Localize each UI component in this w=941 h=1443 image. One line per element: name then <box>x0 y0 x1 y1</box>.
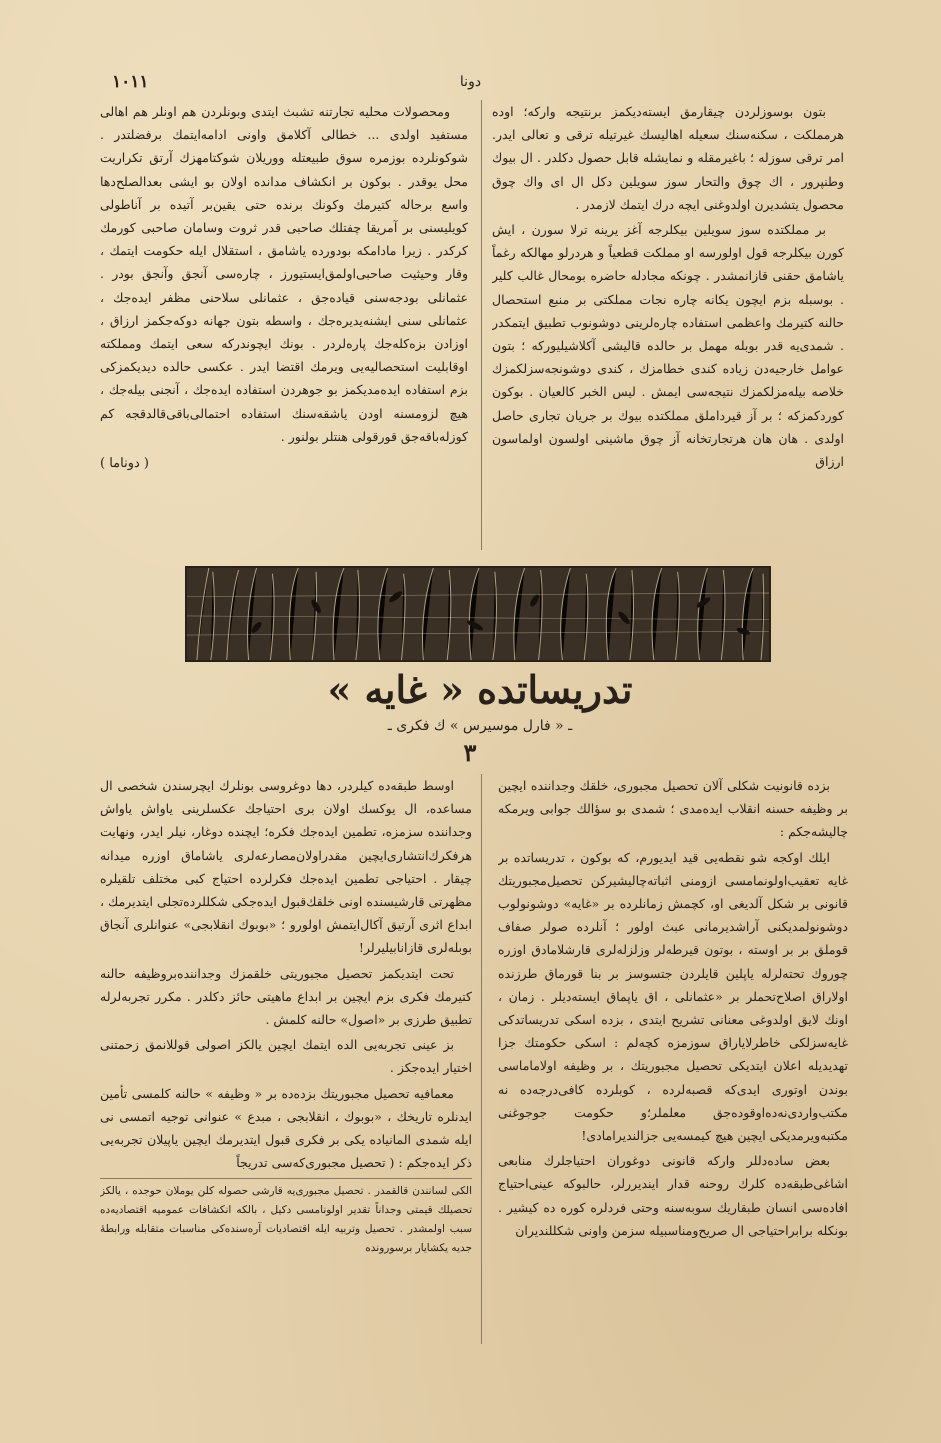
paragraph: بز عینی تجربه‌یی الده ایتمك ایچین یالکز اصولی قوللانمق زحمتنی اختیار ایده‌جکز . <box>100 1037 472 1076</box>
page-header <box>100 68 841 98</box>
article-subtitle: ـ « فارل موسیرس » ك فکری ـ <box>387 718 573 734</box>
top-left-column <box>100 100 468 570</box>
footnote: الکی لسانندن قالقمدر . تحصیل مجبوری‌یه قارشی حصوله کلن یوملان حوجده ، یالکز تحصیلك قیمتی وجداناً تقدیر اولونامسی دکیل ، بالکه انکشافات عمومیه اقتصادیه‌ده سبب اولمشدر . تحصیل وتربیه ایله اقتصادیات آره‌سنده‌کی مناسبات متقابله ورابطهٔ جدیه یکشایار برسورونده <box>100 1178 472 1258</box>
paragraph: بزده قانونیت شکلی آلان تحصیل مجبوری، خلقك وجداننده ایچین بر وظیفه حسنه انقلاب ایده‌مدی ؛ شمدی بو سؤالك جوابی ویرمکه چالیشه‌جکم : <box>498 778 848 840</box>
bottom-left-column <box>100 774 472 1354</box>
page-number: ١٠١١ <box>112 72 149 92</box>
running-head: دونا <box>459 74 482 90</box>
article-title: تدریساتده « غایه » <box>327 667 633 712</box>
reeds-and-birds-illustration <box>187 568 769 660</box>
paragraph: اوسط طبقه‌ده کیلردر، دها دوغروسی بونلرك ایچرسندن شخصی ال مساعده، ال یوکسك اولان بری احتیاجك عکسلرینی یاواش یاواش وجداننده سزمزه، تطمین ایده‌جك فکره؛ ایچنده دوغار، نیلر ایدر، ونهایت هرفکرك‌انتشاری‌ایچین مقدراولان‌مصارعه‌لری یاشاماق اوزره میدانه چیقار . احتیاجی تطمین ایده‌جك فکرلرده احتیاج کبی مختلف تلقیلره مظهرتی قارشیسنده اونی خلقك‌قبول ایده‌جکی شکللرده‌تجلی ایتدیرمك ، ابداع اثری آرتیق آکال‌ایتمش اولورو ؛ «بوبوك انقلابجی» عنوانلری آنجاق بوبله‌لری قازانابیلیرلر! <box>100 778 472 956</box>
part-number: ٣ <box>463 738 477 767</box>
paragraph: بعض ساده‌دللر وارکه قانونی دوغوران احتیاجلرك منابعی اشاغی‌طبقه‌ده کلرك روحنه قدار ایندیررلر، حالبوکه عینی‌احتیاج افاده‌سی انسان طبقاریك سوبه‌سنه وحتی فردلره کوره ده کیشیر . بونکله برابراحتیاجی ال صریح‌ومناسبیله سزمن واونی شکللندیران <box>498 1153 848 1238</box>
paragraph: معمافیه تحصیل مجبوریتك بزده‌ده بر « وظیفه » حالنه کلمسی تأمین ایدنلره تاریخك ، «بوبوك ، انقلابجی ، مبدع » عنوانی توجیه اتمسی نی ایله شمدی المانیاده یکی بر فکری قبول ایتدیرمك ایچین یاپیلان تجربه‌یی ذکر ایده‌جکم : ( تحصیل مجبوری‌که‌سی تدریجاً <box>100 1085 472 1171</box>
signature: ( دوناما ) <box>100 456 150 472</box>
column-divider <box>481 100 482 550</box>
paragraph: تحت ایتدیکمز تحصیل مجبوریتی خلقمزك وجداننده‌بروظیفه حالنه کتیرمك فکری بزم ایچین بر ابداع ماهیتی حائز دکلدر . مکرر تجربه‌لرله تطبیق طرزی بر «اصول» حالنه کلمش . <box>100 965 472 1028</box>
bottom-right-column <box>498 774 848 1354</box>
paragraph: ایلك اوکجه شو نقطه‌یی قید ایدیورم، که بوکون ، تدریساتده بر غایه تعقیب‌اولونمامسی ازومنی اثباته‌چالیشیرکن تحصیل‌مجبوریتك قانونی بر شکل آلدیغی او، کچمش زمانلرده بر «غایه» دوشونولوب دوشونولمدیکنی آراشدیرمانی عبث اولور ؛ آنلرده صولر صفاف قوملق بر بر اوسته ، بوتون قیرطه‌لر وزلزله‌لری قارشلامادق اوزره چوروك تحته‌لرله یاپلین قایلردن جتسوسز بر بنا قورماق طرزنده اولاراق اصلاح‌تحملر بر «عثمانلی ، اق یاپماق ایسته‌دیلر . زمان ، اونك لایق اولدوغی معنانی تشریح ایتدی ، بزده اسکی تدریساتدکی غایه‌سزلکی خاطرلایاراق سوزمزه کچه‌لم : اسکی حکومتك جزا تهدیدیله اعلان ایتدیکی تحصیل مجبوریتك ، بر وظیفه اولاماماسی بوندن اوتوری ایدی‌که قصبه‌لرده ، کوبلرده کافی‌درجه‌ده نه مکتب‌واردی‌نه‌ده‌اوقوده‌جق معلملر؛و حکومت جوجوغنی مکتبه‌ویرمدیکی ایچین هیچ کیمسه‌یی جزالندیرامادی! <box>498 849 848 1144</box>
decorative-banner <box>185 566 771 662</box>
paragraph: بر مملکتده سوز سویلین بیکلرجه آغز یرینه ترلا سورن ، ایش کورن بیکلرجه قول اولورسه او مملکت قطعیاً و هردرلو مهالکه رغماً یاشامق حقنی قازانمشدر . چونکه مجادله حاضره بومحال غالب کلیر . بوسبله بزم ایچون یکانه چاره نجات مملکتی بر منبع استحصال حالنه کتیرمك واعظمی استفاده چاره‌لرینی دوشونوب تطبیق ایتمکدر . شمدی‌یه قدر بوبله مهمل بر حالده قالیشی آکلاشیلیورکه ؛ بتون عوامل خارجیه‌دن زیاده کندی خطامزك ، کندی دوشونجه‌سزلکمزك خلاصه بیله‌مزلکمزك نتیجه‌سی ایمش . لیس الخبر کالعیان . بوکون کوردکمزکه ؛ بر آز قیرداملق مملکتده بیوك بر جریان تجاری حاصل اولدی . هان هان هرتجارتخانه آز چوق ماشینی اولسون اولماسون ارزاق <box>492 222 844 470</box>
paragraph: بتون بوسوزلردن چیقارمق ایسته‌دیکمز برنتیجه وارکه؛ اوده هرمملکت ، سکنه‌سنك سعیله اهالیسك غیرتیله ترقی و تعالی ایدر. امر ترقی سوزله ؛ باغیرمقله و نمایشله قابل حصول دکلدر . ال بیوك وطنپرور ، اك چوق والتحار سوز سویلین دکل ال ای واك چوق محصول یتشدیرن اولدوغنی ایچه درك ایتمك لازمدر . <box>492 104 844 212</box>
top-right-column <box>492 100 844 570</box>
paragraph: ومحصولات محلیه تجارتنه تشبث ایتدی وبونلردن هم اونلر هم اهالی مستفید اولدی ... خطالی آکلامق واونی ادامه‌ایتمك برفضلتدر . شوکونلرده بوزمره سوق طبیعتله ووریلان شوکتامهزك آرتق تکراریت محل یوقدر . بوکون بر انکشاف مدانده اولان بو ایشی بعدالصلح‌دها واسع برحاله کتیرمك وکونك برنده حتی یقین‌بر آتیده بر آناطولی کویلیسنی بر آمریقا چفتلك صاحبی قدر ثروت وسامان صاحبی کورمك کرکدر . زیرا مادامکه بودورده یاشامق ، استقلال ایله حکومت ایتمك ، وقار وحیثیت صاحبی‌اولمق‌ایستیورز ، چاره‌سی آنجق وآنجق بودر . عثمانلی بودجه‌سنی قیاده‌جق ، عثمانلی سلاحنی مظفر ایده‌جك ، عثمانلی سنی ایشنه‌یدیره‌جك ، واسطه بتون جهانه دوکه‌جکمز ارزاق ، اوزادن بزه‌کله‌جك پاره‌لردر . بونك ایچوندرکه سعی ایتمك ومملکته اوقابلیت استحصالیه‌یی ویرمك اقتضا ایدر . عکسی حالده دیدیکمزکی بزم استفاده ایده‌مدیکمز بو جوهردن استفاده ایده‌جك ، آنجنی بیله‌جك ، هیچ لزومسنه اودن یاشقه‌سنك استفاده احتمالی‌باقی‌قالدقجه کم کوزله‌باقه‌جق قورقولی هنتلر بولنور . <box>100 104 468 444</box>
column-divider <box>481 774 482 1344</box>
